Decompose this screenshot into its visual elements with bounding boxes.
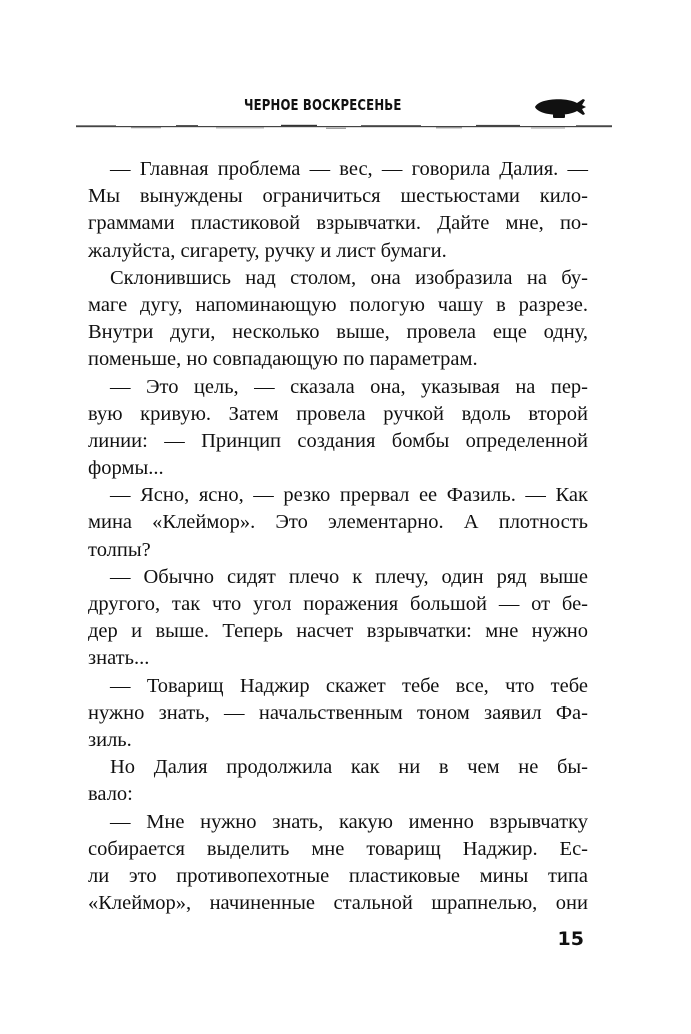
airship-icon [533,94,587,120]
text-line: собирается выделить мне товарищ Наджир. Ес- [88,837,588,860]
text-line: мина «Клеймор». Это элементарно. А плотность [88,511,588,534]
text-line: дер и выше. Теперь насчет взрывчатки: мне нужно [88,620,588,643]
text-line: Склонившись над столом, она изобразила на бу- [110,266,588,289]
running-head [0,92,691,132]
text-line: толпы? [88,538,151,561]
text-line: — Это цель, — сказала она, указывая на пер- [110,375,588,398]
text-line: линии: — Принцип создания бомбы определенной [88,429,588,452]
text-line: вую кривую. Затем провела ручкой вдоль второй [88,402,588,425]
text-line: нужно знать, — начальственным тоном заявил Фа- [88,701,588,724]
text-line: Мы вынуждены ограничиться шестьюстами кило- [88,185,588,208]
text-line: ли это противопехотные пластиковые мины типа [88,864,588,887]
page-number: 15 [557,928,584,950]
text-line: зиль. [88,728,132,751]
text-line: граммами пластиковой взрывчатки. Дайте мне, по- [88,212,588,235]
text-line: другого, так что угол поражения большой — от бе- [88,593,588,615]
running-title: ЧЕРНОЕ ВОСКРЕСЕНЬЕ [244,96,402,114]
text-line: — Мне нужно знать, какую именно взрывчатку [110,810,588,833]
text-line: вало: [88,783,133,806]
text-line: маге дугу, напоминающую пологую чашу в разрезе. [88,293,588,316]
text-line: — Товарищ Наджир скажет тебе все, что тебе [110,674,588,697]
text-line: — Ясно, ясно, — резко прервал ее Фазиль. — Как [110,484,588,507]
text-line: Но Далия продолжила как ни в чем не бы- [110,756,588,779]
body-text [88,156,588,917]
text-line: — Обычно сидят плечо к плечу, один ряд выше [110,565,588,588]
text-line: формы... [88,457,164,480]
text-line: Внутри дуги, несколько выше, провела еще одну, [88,321,588,344]
text-line: поменьше, но совпадающую по параметрам. [88,348,478,371]
text-line: знать... [88,647,150,670]
header-rule [76,122,612,132]
text-line: — Главная проблема — вес, — говорила Далия. — [110,158,588,180]
text-line: «Клеймор», начиненные стальной шрапнелью, они [88,892,588,915]
text-line: жалуйста, сигарету, ручку и лист бумаги. [88,239,447,262]
